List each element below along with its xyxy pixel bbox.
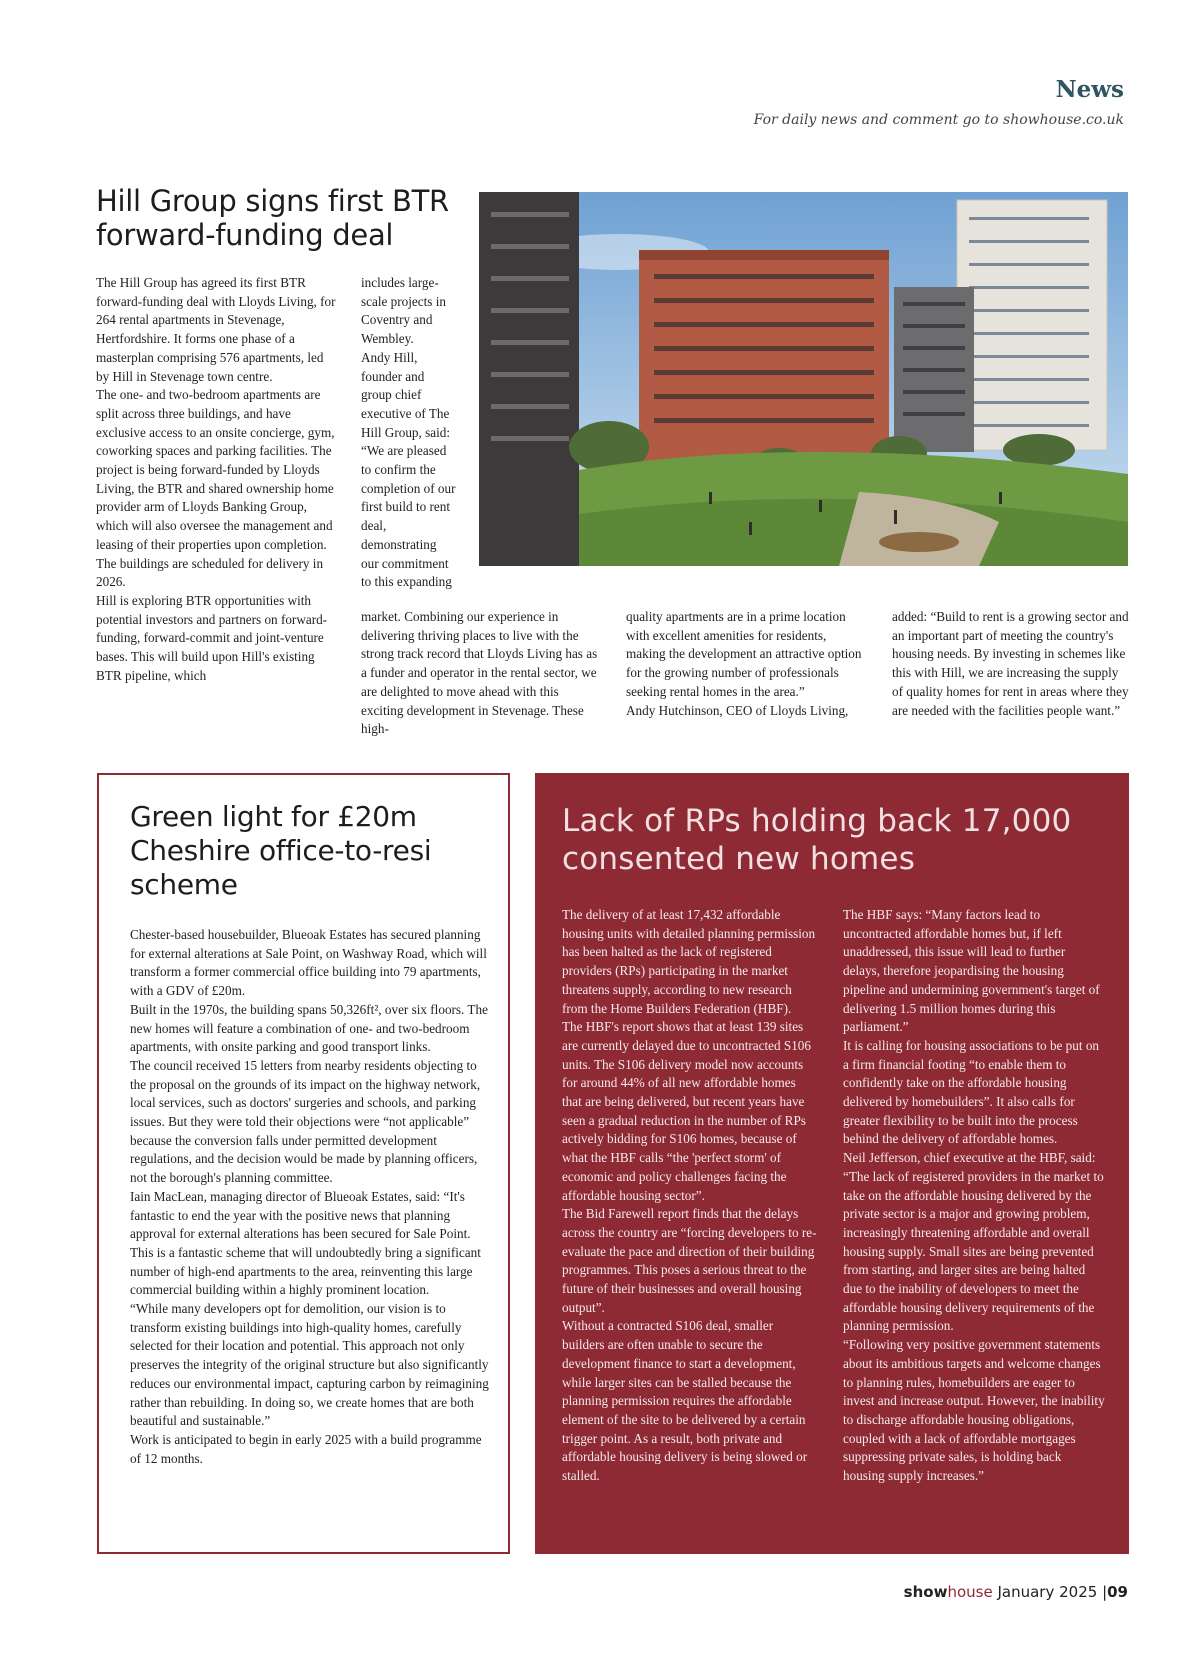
section-title: News xyxy=(1055,76,1124,103)
article1-column-3 xyxy=(626,608,866,720)
paragraph: quality apartments are in a prime location with excellent amenities for residents, making the development an attractive option for the growing number of professionals seeking rental homes in the area.” xyxy=(626,609,862,699)
article3-left-column xyxy=(562,906,818,1486)
article3-right-column xyxy=(843,906,1105,1486)
page-footer xyxy=(904,1583,1128,1601)
article1-narrow-column xyxy=(361,274,456,592)
paragraph: Iain MacLean, managing director of Blueoak Estates, said: “It's fantastic to end the year with the positive news that planning approval for external alterations has been secured for Sale Point. This is a fantastic scheme that will undoubtedly bring a significant number of high-end apartments to the area, reinventing this large commercial building within a highly prominent location. xyxy=(130,1188,481,1298)
article1-lede-column xyxy=(96,274,336,685)
page-number: 09 xyxy=(1107,1583,1128,1601)
paragraph: Andy Hill, founder and group chief executive of The Hill Group, said: “We are pleased to confirm the completion of our first build to rent deal, demonstrating our commitment to this expanding xyxy=(361,349,456,590)
paragraph: The HBF's report shows that at least 139 sites are currently delayed due to uncontracted S106 units. The S106 delivery model now accounts for around 44% of all new affordable homes that are being delivered, but recent years have seen a gradual reduction in the number of RPs actively bidding for S106 homes, because of what the HBF calls “the 'perfect storm' of economic and policy challenges facing the affordable housing sector”. xyxy=(562,1019,811,1203)
article1-column-2 xyxy=(361,608,601,739)
brand-name-bold: show xyxy=(903,1583,948,1601)
article2-title: Green light for £20m Cheshire office-to-resi scheme xyxy=(130,800,432,901)
paragraph: The HBF says: “Many factors lead to uncontracted affordable homes but, if left unaddressed, this issue will lead to further delays, therefore jeopardising the housing pipeline and undermining government's target of delivering 1.5 million homes during this parliament.” xyxy=(843,907,1100,1035)
paragraph: added: “Build to rent is a growing sector and an important part of meeting the country's housing needs. By investing in schemes like this with Hill, we are increasing the supply of quality homes for rent in areas where they are needed with the facilities people want.” xyxy=(892,609,1129,718)
paragraph: Without a contracted S106 deal, smaller builders are often unable to secure the development finance to start a development, while larger sites can be stalled because the planning permission requires the affordable element of the site to be delivered by a certain trigger point. As a result, both private and affordable housing delivery is being slowed or stalled. xyxy=(562,1318,808,1484)
apartment-blocks-illustration xyxy=(479,192,1128,566)
article3-title: Lack of RPs holding back 17,000 consented new homes xyxy=(562,803,1072,877)
paragraph: The council received 15 letters from nearby residents objecting to the proposal on the grounds of its impact on the highway network, local services, such as doctors' surgeries and schools, and parking issues. But they were told their objections were “not applicable” because the conversion falls under permitted development regulations, and the decision would be made by planning officers, not the borough's planning committee. xyxy=(130,1057,481,1186)
footer-separator: | xyxy=(1102,1583,1108,1601)
paragraph: Andy Hutchinson, CEO of Lloyds Living, xyxy=(626,702,849,718)
article2-body xyxy=(130,926,490,1468)
paragraph: The one- and two-bedroom apartments are split across three buildings, and have exclusive access to an onsite concierge, gym, coworking spaces and parking facilities. The project is being forward-funded by Lloyds Living, the BTR and shared ownership home provider arm of Lloyds Banking Group, which will also oversee the management and leasing of their properties upon completion. The buildings are scheduled for delivery in 2026. xyxy=(96,387,335,590)
paragraph: “While many developers opt for demolition, our vision is to transform existing buildings into high-quality homes, carefully selected for their location and potential. This approach not only preserves the integrity of the original structure but also significantly reduces our environmental impact, capturing carbon by reimagining rather than rebuilding. In doing so, we create homes that are both beautiful and sustainable.” xyxy=(130,1301,489,1429)
paragraph: “Following very positive government statements about its ambitious targets and welcome changes to planning rules, homebuilders are eager to invest and increase output. However, the inability to discharge affordable housing obligations, coupled with a lack of affordable mortgages suppressing private sales, is holding back housing supply increases.” xyxy=(843,1337,1105,1484)
paragraph: market. Combining our experience in delivering thriving places to live with the strong track record that Lloyds Living has as a funder and operator in the rental sector, we are delighted to move ahead with this exciting development in Stevenage. These high- xyxy=(361,609,598,737)
article1-title: Hill Group signs first BTR forward-funding deal xyxy=(96,184,449,252)
paragraph: Neil Jefferson, chief executive at the HBF, said: “The lack of registered providers in the market to take on the affordable housing delivered by the private sector is a major and growing problem, increasingly threatening affordable and overall housing supply. Small sites are being prevented from starting, and larger sites are being halted due to the inability of developers to meet the affordable housing delivery requirements of the planning permission. xyxy=(843,1150,1104,1334)
issue-date: January 2025 xyxy=(997,1583,1098,1601)
paragraph: Hill is exploring BTR opportunities with potential investors and partners on forward-funding, forward-commit and joint-venture bases. This will build upon Hill's existing BTR pipeline, which xyxy=(96,592,328,683)
paragraph: Work is anticipated to begin in early 2025 with a build programme of 12 months. xyxy=(130,1431,482,1466)
article1-column-4 xyxy=(892,608,1132,720)
paragraph: The delivery of at least 17,432 affordable housing units with detailed planning permission has been halted as the lack of registered providers (RPs) participating in the market threatens supply, according to new research from the Home Builders Federation (HBF). xyxy=(562,907,816,1016)
paragraph: includes large-scale projects in Coventry and Wembley. xyxy=(361,275,446,347)
paragraph: It is calling for housing associations to be put on a firm financial footing “to enable them to confidently take on the affordable housing delivered by homebuilders”. It also calls for greater flexibility to be built into the process behind the delivery of affordable homes. xyxy=(843,1037,1100,1147)
paragraph: The Bid Farewell report finds that the delays across the country are “forcing developers to re-evaluate the pace and direction of their building programmes. This poses a serious threat to the future of their businesses and overall housing output”. xyxy=(562,1206,817,1315)
section-tagline: For daily news and comment go to showhouse.co.uk xyxy=(753,112,1124,128)
development-rendering-image xyxy=(479,192,1128,566)
paragraph: Built in the 1970s, the building spans 50,326ft², over six floors. The new homes will feature a combination of one- and two-bedroom apartments, with onsite parking and good transport links. xyxy=(130,1001,488,1055)
brand-name-light: house xyxy=(947,1583,993,1601)
paragraph: The Hill Group has agreed its first BTR forward-funding deal with Lloyds Living, for 264 rental apartments in Stevenage, Hertfordshire. It forms one phase of a masterplan comprising 576 apartments, led by Hill in Stevenage town centre. xyxy=(96,275,336,384)
paragraph: Chester-based housebuilder, Blueoak Estates has secured planning for external alterations at Sale Point, on Washway Road, which will transform a former commercial office building into 79 apartments, with a GDV of £20m. xyxy=(130,927,487,999)
